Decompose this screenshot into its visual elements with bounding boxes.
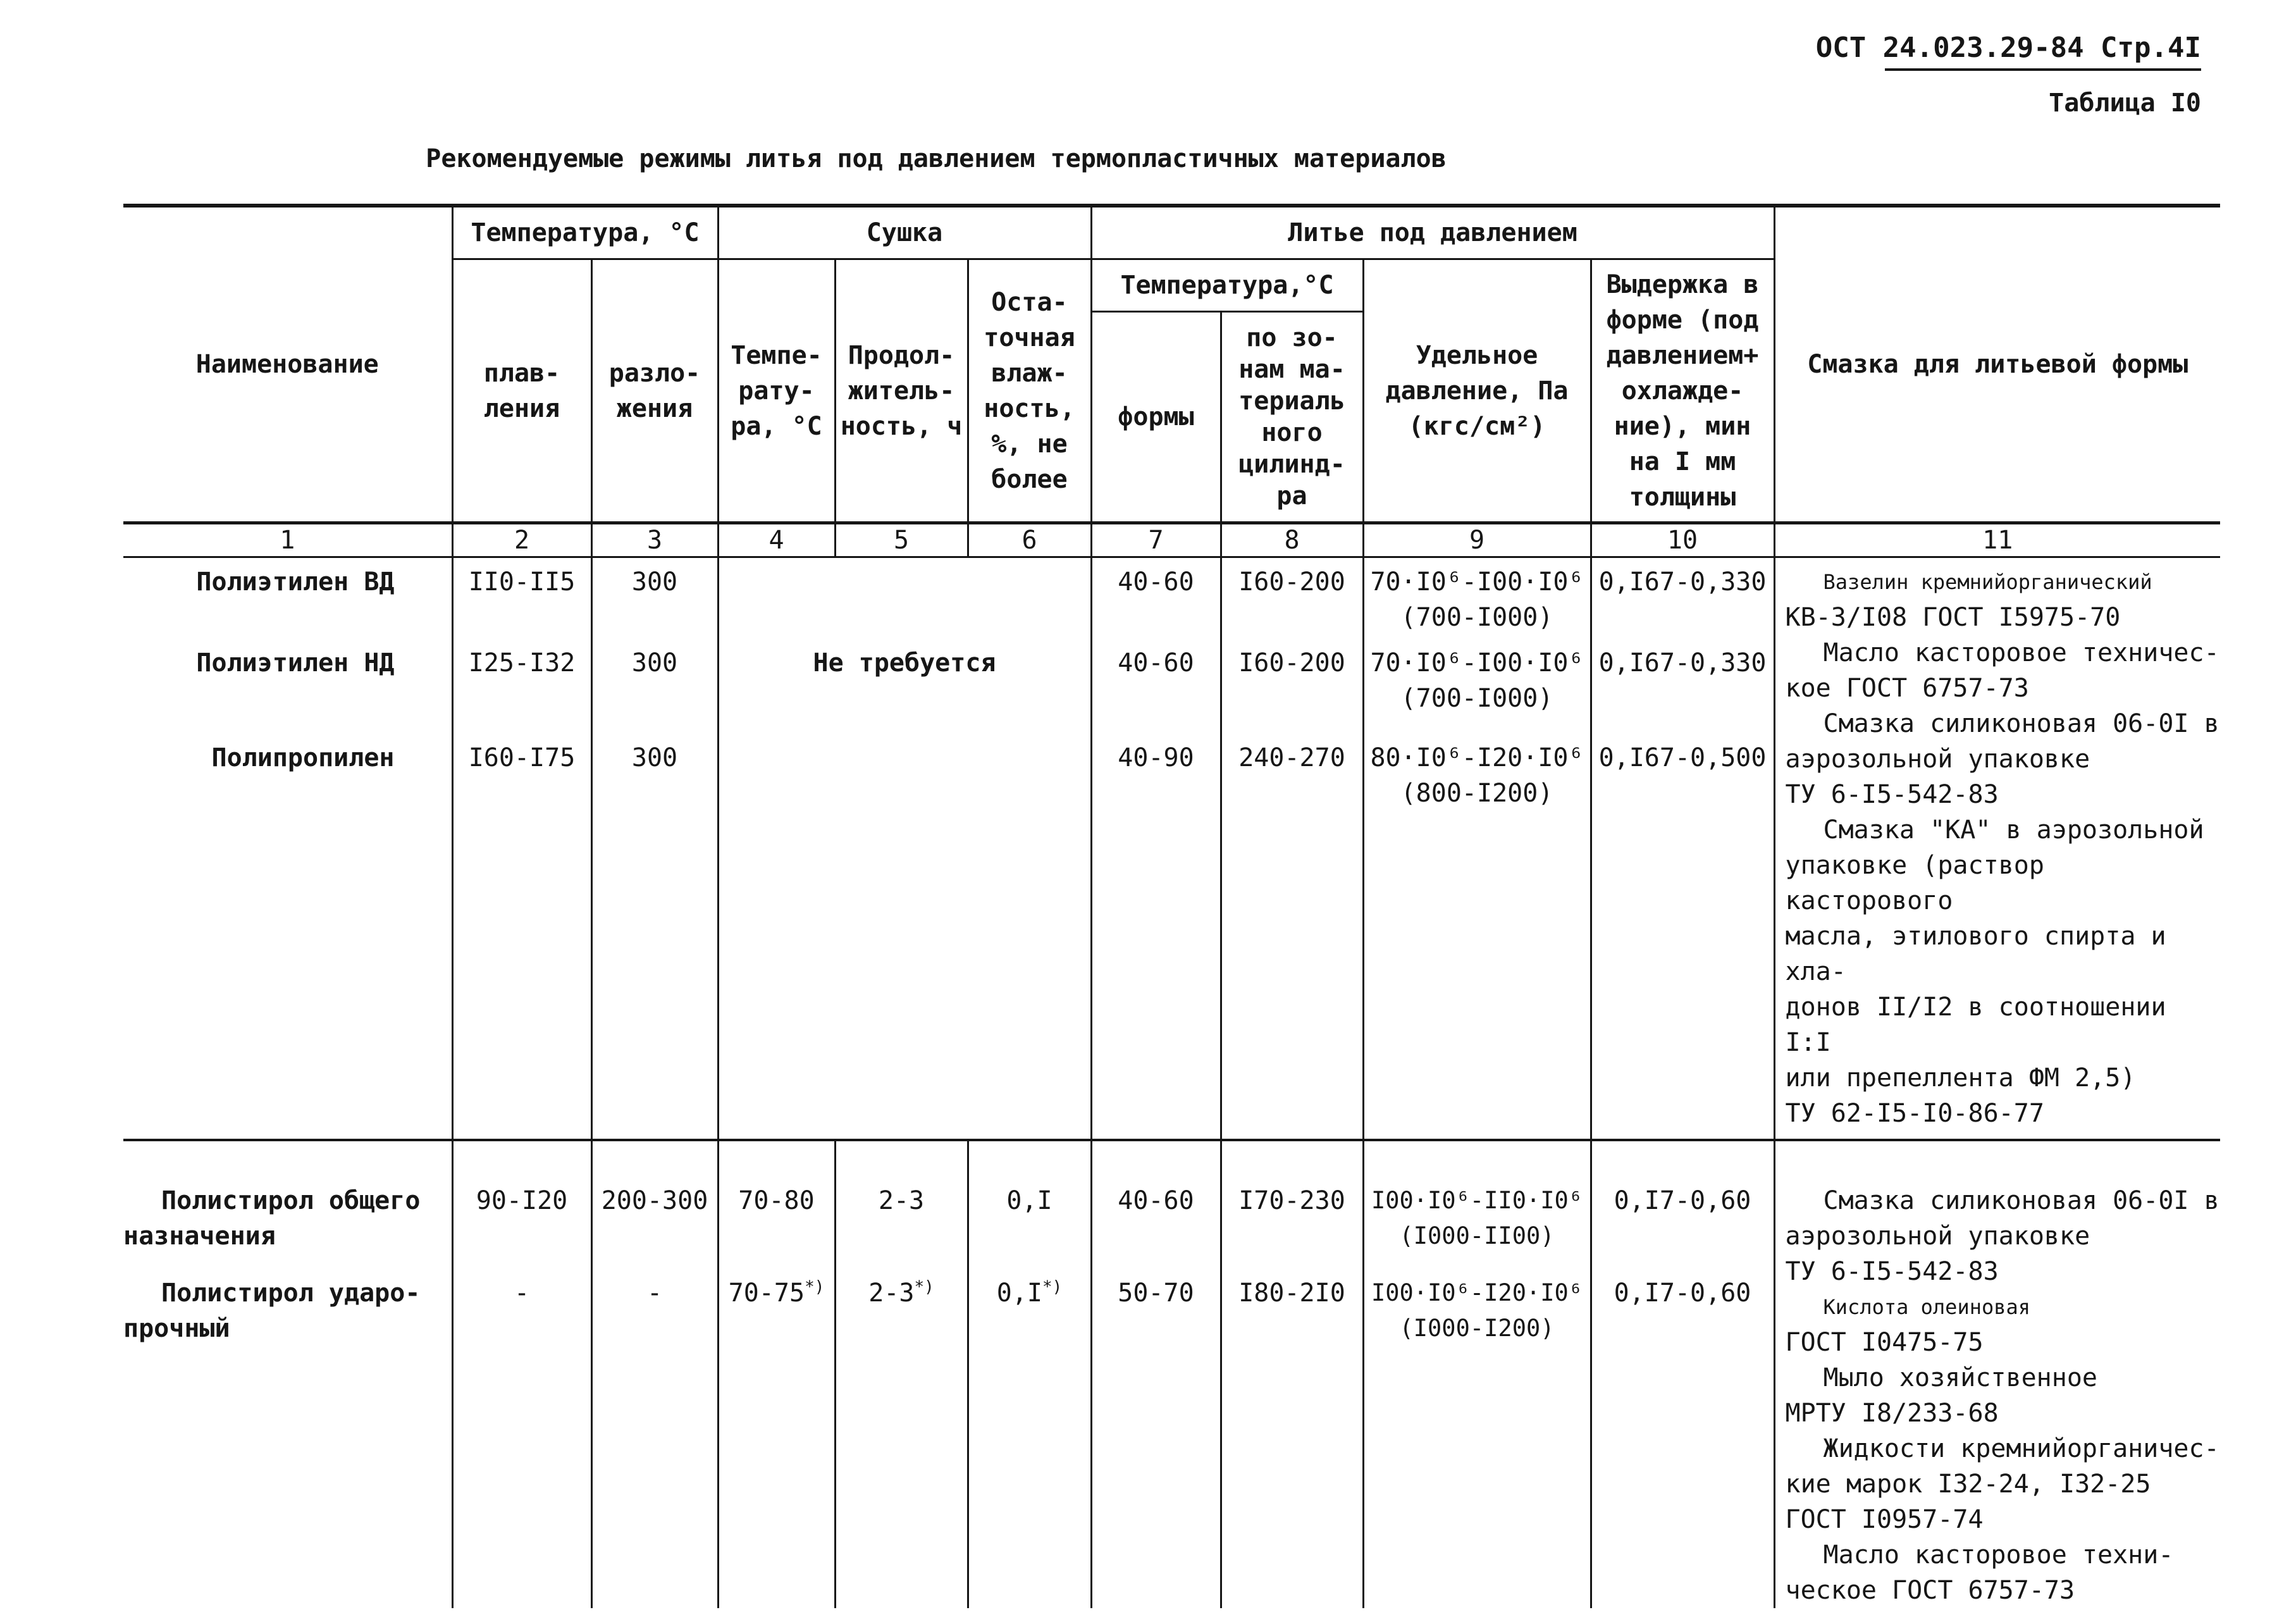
- value: 0,I: [996, 1279, 1042, 1308]
- header-melting: плав- ления: [452, 259, 591, 523]
- value: 300: [631, 648, 678, 678]
- value: 2-3: [868, 1279, 915, 1308]
- column-number-row: [123, 523, 2220, 557]
- column-number: 5: [835, 523, 968, 557]
- value: I80-2I0: [1238, 1279, 1345, 1308]
- value: 40-60: [1118, 1186, 1194, 1215]
- drying-not-required-note: Не требуется: [813, 648, 996, 678]
- value: 200-300: [601, 1186, 708, 1215]
- hold-time-cell: [1591, 557, 1774, 1141]
- lubricant-line: кие марок I32-24, I32-25: [1785, 1470, 2151, 1499]
- column-number: 3: [591, 523, 718, 557]
- lubricant-line: ТУ 62-I5-I0-86-77: [1785, 1099, 2044, 1128]
- value: -: [646, 1279, 663, 1308]
- table-row-group-2: [123, 1140, 2220, 1608]
- value-with-footnote: [719, 1275, 834, 1311]
- header-drying-group: Сушка: [718, 206, 1091, 259]
- column-number: 8: [1221, 523, 1363, 557]
- lubricant-line: Масло касторовое техничес-: [1823, 638, 2219, 667]
- column-number: 9: [1363, 523, 1591, 557]
- lubricant-line: аэрозольной упаковке: [1785, 745, 2090, 774]
- lubricant-cell: [1774, 557, 2220, 1141]
- lubricant-line: кое ГОСТ 6757-73: [1785, 674, 2029, 703]
- material-name: прочный: [123, 1314, 230, 1343]
- value: 0,I67-0,330: [1598, 648, 1767, 678]
- cylinder-temp-cell: [1221, 557, 1363, 1141]
- lubricant-line: Смазка силиконовая 06-0I в: [1823, 709, 2219, 738]
- material-name: Полиэтилен НД: [196, 648, 395, 678]
- drying-temp-cell: [718, 1140, 835, 1608]
- reference-underline: [1885, 68, 2201, 71]
- value: 0,I7-0,60: [1614, 1279, 1751, 1308]
- value: 80·I0⁶-I20·I0⁶: [1370, 743, 1584, 772]
- lubricant-line: ТУ 6-I5-542-83: [1785, 1257, 1999, 1286]
- value: 300: [631, 743, 678, 772]
- column-number: 2: [452, 523, 591, 557]
- header-lubricant: Смазка для литьевой формы: [1774, 206, 2220, 523]
- value: 50-70: [1118, 1279, 1194, 1308]
- lubricant-line: ГОСТ I0957-74: [1785, 1505, 1984, 1534]
- footnote-mark: *): [914, 1277, 934, 1297]
- header-mold: формы: [1091, 312, 1221, 523]
- header-specific-pressure: Удельное давление, Па (кгс/см²): [1363, 259, 1591, 523]
- lubricant-line: Смазка силиконовая 06-0I в: [1823, 1186, 2219, 1215]
- injection-modes-table: [123, 204, 2220, 1608]
- value: (I000-II00): [1399, 1222, 1555, 1249]
- lubricant-line: Жидкости кремнийорганичес-: [1823, 1434, 2219, 1463]
- table-label: Таблица I0: [2049, 89, 2201, 118]
- table-row-group-1: [123, 557, 2220, 1141]
- value: II0-II5: [468, 567, 576, 597]
- lubricant-line: донов II/I2 в соотношении I:I: [1785, 993, 2166, 1057]
- lubricant-line: Мыло хозяйственное: [1823, 1363, 2097, 1392]
- column-number: 10: [1591, 523, 1774, 557]
- decomposition-temp-cell: [591, 557, 718, 1141]
- header-hold-time: Выдержка в форме (под давлением+ охлажде- ние), мин на I мм толщины: [1591, 259, 1774, 523]
- value: (700-I000): [1400, 603, 1553, 632]
- header-name: Наименование: [123, 206, 452, 523]
- value: I00·I0⁶-I20·I0⁶: [1371, 1279, 1583, 1306]
- value: (800-I200): [1400, 779, 1553, 808]
- column-number: 6: [968, 523, 1091, 557]
- material-name-cell: [123, 1140, 452, 1608]
- drying-note-cell: [718, 557, 1091, 1141]
- value: -: [514, 1279, 530, 1308]
- melting-temp-cell: [452, 1140, 591, 1608]
- mold-temp-cell: [1091, 557, 1221, 1141]
- material-name: Полистирол общего: [161, 1186, 421, 1215]
- value: 0,I: [1006, 1186, 1052, 1215]
- value: I00·I0⁶-II0·I0⁶: [1371, 1187, 1583, 1214]
- lubricant-line: Кислота олеиновая: [1823, 1295, 2031, 1319]
- value: 0,I7-0,60: [1614, 1186, 1751, 1215]
- lubricant-line: упаковке (раствор касторового: [1785, 851, 2044, 915]
- value: 70·I0⁶-I00·I0⁶: [1370, 648, 1584, 678]
- value: 40-60: [1118, 567, 1194, 597]
- lubricant-line: ческое ГОСТ 6757-73: [1785, 1576, 2075, 1605]
- lubricant-line: ТУ 6-I5-542-83: [1785, 780, 1999, 809]
- lubricant-line: аэрозольной упаковке: [1785, 1222, 2090, 1251]
- value: 70·I0⁶-I00·I0⁶: [1370, 567, 1584, 597]
- header-drying-duration: Продол- житель- ность, ч: [835, 259, 968, 523]
- document-reference: ОСТ 24.023.29-84 Стр.4I: [1815, 32, 2201, 64]
- value: 0,I67-0,330: [1598, 567, 1767, 597]
- value: 2-3: [878, 1186, 925, 1215]
- value: (I000-I200): [1399, 1315, 1555, 1342]
- lubricant-line: Масло касторовое техни-: [1823, 1540, 2174, 1570]
- value: 0,I67-0,500: [1598, 743, 1767, 772]
- header-decomposition: разло- жения: [591, 259, 718, 523]
- column-number: 7: [1091, 523, 1221, 557]
- header-injection-temperature: Температура,°С: [1091, 259, 1363, 312]
- header-row-1: [123, 206, 2220, 259]
- footnote-mark: *): [805, 1277, 825, 1297]
- melting-temp-cell: [452, 557, 591, 1141]
- material-name: Полипропилен: [211, 743, 395, 772]
- pressure-cell: [1363, 557, 1591, 1141]
- value: 70-75: [728, 1279, 805, 1308]
- value-with-footnote: [969, 1275, 1090, 1311]
- lubricant-line: или препеллента ФМ 2,5): [1785, 1063, 2136, 1093]
- header-residual-moisture: Оста- точная влаж- ность, %, не более: [968, 259, 1091, 523]
- cylinder-temp-cell: [1221, 1140, 1363, 1608]
- value: 300: [631, 567, 678, 597]
- value: 40-60: [1118, 648, 1194, 678]
- lubricant-line: КВ-3/I08 ГОСТ I5975-70: [1785, 603, 2121, 632]
- value: 90-I20: [476, 1186, 568, 1215]
- value: 70-80: [738, 1186, 815, 1215]
- value: I70-230: [1238, 1186, 1345, 1215]
- mold-temp-cell: [1091, 1140, 1221, 1608]
- value: 240-270: [1238, 743, 1345, 772]
- header-drying-temperature: Темпе- рату- ра, °С: [718, 259, 835, 523]
- value-with-footnote: [836, 1275, 967, 1311]
- value: 40-90: [1118, 743, 1194, 772]
- header-cylinder-zones: по зо- нам ма- териаль ного цилинд- ра: [1221, 312, 1363, 523]
- value: I60-I75: [468, 743, 576, 772]
- material-name: Полиэтилен ВД: [196, 567, 395, 597]
- header-temperature-group: Температура, °С: [452, 206, 718, 259]
- hold-time-cell: [1591, 1140, 1774, 1608]
- lubricant-cell: [1774, 1140, 2220, 1608]
- lubricant-line: Вазелин кремнийорганический: [1823, 570, 2152, 594]
- value: (700-I000): [1400, 684, 1553, 713]
- lubricant-line: МРТУ I8/233-68: [1785, 1399, 1999, 1428]
- value: I60-200: [1238, 648, 1345, 678]
- decomposition-temp-cell: [591, 1140, 718, 1608]
- drying-duration-cell: [835, 1140, 968, 1608]
- material-name-cell: [123, 557, 452, 1141]
- pressure-cell: [1363, 1140, 1591, 1608]
- lubricant-line: Смазка "КА" в аэрозольной: [1823, 815, 2204, 845]
- page-title: Рекомендуемые режимы литья под давлением термопластичных материалов: [426, 144, 1447, 173]
- material-name: Полистирол ударо-: [161, 1279, 421, 1308]
- value: I25-I32: [468, 648, 576, 678]
- header-injection-group: Литье под давлением: [1091, 206, 1774, 259]
- column-number: 1: [123, 523, 452, 557]
- lubricant-line: ГОСТ I0475-75: [1785, 1328, 1984, 1357]
- footnote-mark: *): [1042, 1277, 1063, 1297]
- material-name: назначения: [123, 1222, 276, 1251]
- value: I60-200: [1238, 567, 1345, 597]
- column-number: 11: [1774, 523, 2220, 557]
- lubricant-line: масла, этилового спирта и хла-: [1785, 922, 2166, 986]
- column-number: 4: [718, 523, 835, 557]
- residual-moisture-cell: [968, 1140, 1091, 1608]
